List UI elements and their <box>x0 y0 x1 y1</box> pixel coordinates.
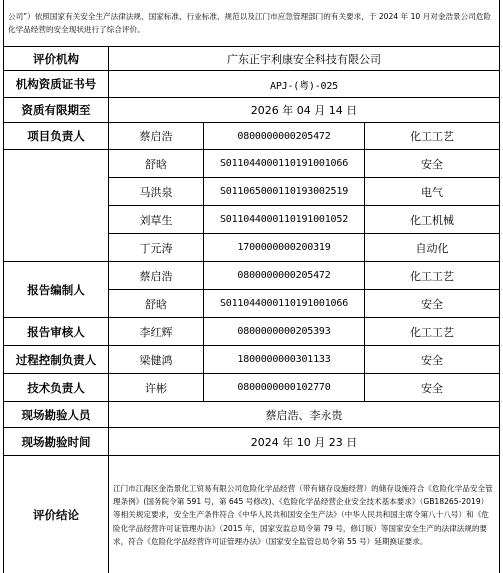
person-field: 化工工艺 <box>365 318 500 346</box>
institution-label: 评价机构 <box>4 47 109 71</box>
person-number: 0800000000205393 <box>204 318 365 346</box>
person-name: 舒晗 <box>109 150 204 178</box>
person-number: 1700000000200319 <box>204 234 365 262</box>
evaluation-summary-table <box>3 0 500 573</box>
site-survey-staff-value: 蔡启浩、李永贵 <box>109 402 500 428</box>
person-name: 许彬 <box>109 374 204 402</box>
person-number: S011044000110191001052 <box>204 206 365 234</box>
technical-leader-label: 技术负责人 <box>4 374 109 402</box>
certificate-row <box>4 71 500 98</box>
project-leader-row <box>4 123 500 150</box>
project-member-row <box>4 150 500 178</box>
report-reviewer-row <box>4 318 500 346</box>
intro-row <box>4 0 500 47</box>
site-survey-time-label: 现场勘验时间 <box>4 428 109 456</box>
person-number: 0800000000102770 <box>204 374 365 402</box>
report-reviewer-label: 报告审核人 <box>4 318 109 346</box>
certificate-label: 机构资质证书号 <box>4 71 109 98</box>
site-survey-time-row <box>4 428 500 456</box>
institution-row <box>4 47 500 71</box>
institution-value: 广东正宇利康安全科技有限公司 <box>109 47 500 71</box>
process-control-row <box>4 346 500 374</box>
person-name: 马洪泉 <box>109 178 204 206</box>
person-number: S011044000110191001066 <box>204 150 365 178</box>
conclusion-text: 江门市江海区金浩景化工贸易有限公司危险化学品经营（带有储存设施经营）的储存设施符合《危险化学品安全管理条例》(国务院令第 591 号，第 645 号修改)、《危险化学品经营企业安全技术基本要求》（GB18265-2019）等相关规定要求，安全生产条件符合《中华人民共和国安全生产法》（中华人民共和国主席令第八十八号）和《危险化学品经营许可证管理办法》（2015 年，国家安监总局令第 79 号，修订版）等国家安全生产的法律法规的要求，符合《危险化学品经营许可证管理办法》（国家安全监管总局令第 55 号）延期换证要求。 <box>109 456 500 573</box>
person-name: 舒晗 <box>109 290 204 318</box>
person-field: 自动化 <box>365 234 500 262</box>
person-field: 安全 <box>365 290 500 318</box>
person-number: S011065000110193002519 <box>204 178 365 206</box>
validity-label: 资质有限期至 <box>4 98 109 123</box>
person-name: 蔡启浩 <box>109 262 204 290</box>
person-field: 化工机械 <box>365 206 500 234</box>
person-number: 0800000000205472 <box>204 262 365 290</box>
site-survey-staff-label: 现场勘验人员 <box>4 402 109 428</box>
person-name: 李红辉 <box>109 318 204 346</box>
report-writer-row <box>4 262 500 290</box>
person-field: 安全 <box>365 374 500 402</box>
validity-row <box>4 98 500 123</box>
conclusion-label: 评价结论 <box>4 456 109 573</box>
person-number: S011044000110191001066 <box>204 290 365 318</box>
project-members-blank <box>4 150 109 262</box>
validity-value: 2026 年 04 月 14 日 <box>109 98 500 123</box>
report-writer-label: 报告编制人 <box>4 262 109 318</box>
project-leader-label: 项目负责人 <box>4 123 109 150</box>
person-name: 梁健鸿 <box>109 346 204 374</box>
person-name: 蔡启浩 <box>109 123 204 150</box>
person-field: 电气 <box>365 178 500 206</box>
person-number: 1800000000301133 <box>204 346 365 374</box>
site-survey-time-value: 2024 年 10 月 23 日 <box>109 428 500 456</box>
person-field: 化工工艺 <box>365 262 500 290</box>
person-name: 丁元涛 <box>109 234 204 262</box>
process-control-label: 过程控制负责人 <box>4 346 109 374</box>
site-survey-staff-row <box>4 402 500 428</box>
person-name: 刘草生 <box>109 206 204 234</box>
intro-text: 公司”）依照国家有关安全生产法律法规、国家标准、行业标准、规范以及江门市应急管理部门的有关要求，于 2024 年 10 月对金浩景公司危险化学品经营的安全现状进行了综合评价。 <box>4 0 500 47</box>
person-number: 0800000000205472 <box>204 123 365 150</box>
conclusion-row <box>4 456 500 573</box>
technical-leader-row <box>4 374 500 402</box>
person-field: 安全 <box>365 346 500 374</box>
certificate-value: APJ-(粤)-025 <box>109 71 500 98</box>
person-field: 化工工艺 <box>365 123 500 150</box>
person-field: 安全 <box>365 150 500 178</box>
